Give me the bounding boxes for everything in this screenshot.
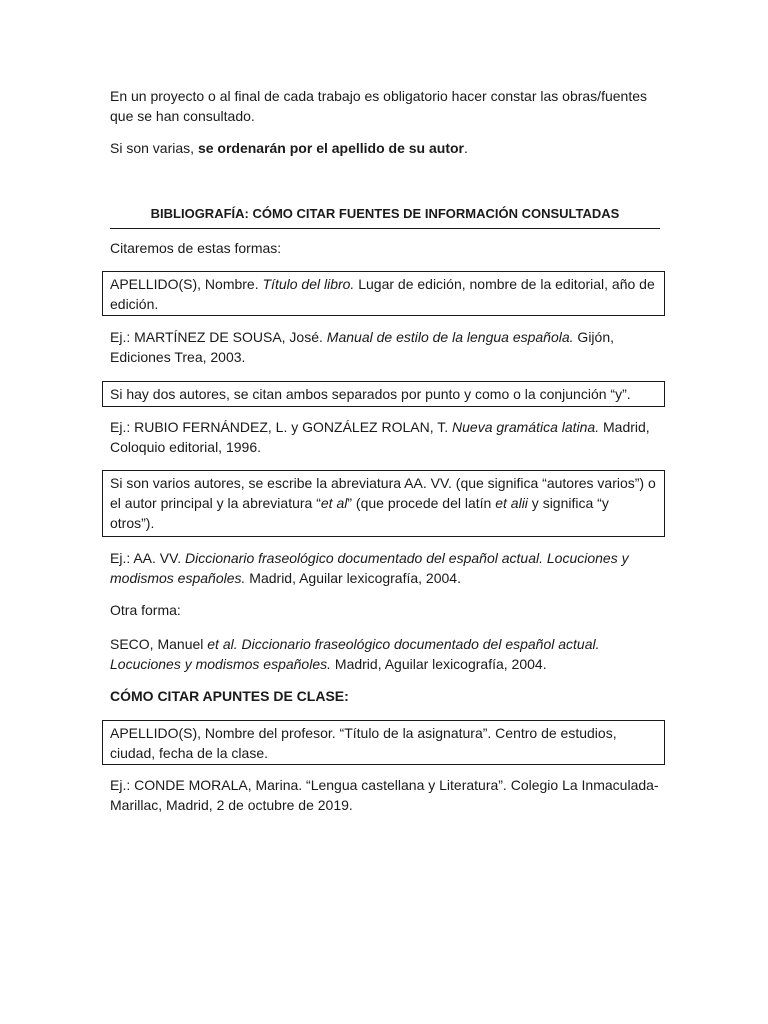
many-authors-et-al: et al: [320, 495, 348, 511]
example3-title: Diccionario fraseológico documentado del español actual. Locuciones y modismos españoles.: [110, 550, 629, 586]
many-authors-post: y significa “y otros”).: [110, 495, 609, 531]
many-authors-rule-box: [102, 470, 665, 537]
example1-post: Gijón, Ediciones Trea, 2003.: [110, 329, 615, 365]
two-authors-rule-box: Si hay dos autores, se citan ambos separados por punto y como o la conjunción “y”.: [102, 381, 665, 407]
intro-paragraph: En un proyecto o al final de cada trabajo es obligatorio hacer constar las obras/fuentes que se han consultado.: [110, 88, 647, 124]
example4-pre: SECO, Manuel: [110, 636, 208, 652]
example-many-authors: [110, 548, 666, 588]
example-class-notes: Ej.: CONDE MORALA, Marina. “Lengua castellana y Literatura”. Colegio La Inmaculada-Marillac, Madrid, 2 de octubre de 2019.: [110, 777, 659, 813]
many-authors-pre: Si son varios autores, se escribe la abreviatura AA. VV. (que significa “autores varios”) o el autor principal y la abreviatura “: [110, 475, 656, 511]
example4-post: Madrid, Aguilar lexicografía, 2004.: [331, 656, 547, 672]
example2-title: Nueva gramática latina.: [452, 419, 600, 435]
example-two-authors: [110, 417, 666, 457]
example1-title: Manual de estilo de la lengua española.: [326, 329, 574, 345]
book-format-title: Título del libro.: [262, 276, 355, 292]
apuntes-title: CÓMO CITAR APUNTES DE CLASE:: [110, 688, 349, 704]
class-notes-format-box: APELLIDO(S), Nombre del profesor. “Título de la asignatura”. Centro de estudios, ciudad, fecha de la clase.: [102, 720, 665, 765]
section-title: BIBLIOGRAFÍA: CÓMO CITAR FUENTES DE INFORMACIÓN CONSULTADAS: [110, 204, 660, 229]
example1-pre: Ej.: MARTÍNEZ DE SOUSA, José.: [110, 329, 327, 345]
book-format-post: Lugar de edición, nombre de la editorial, año de edición.: [110, 276, 655, 312]
book-format-box: [102, 271, 665, 316]
example4-title: et al. Diccionario fraseológico documentado del español actual. Locuciones y modismos españoles.: [110, 636, 600, 672]
intro-order-pre: Si son varias,: [110, 140, 198, 156]
example3-pre: Ej.: AA. VV.: [110, 550, 185, 566]
example2-pre: Ej.: RUBIO FERNÁNDEZ, L. y GONZÁLEZ ROLAN, T.: [110, 419, 453, 435]
many-authors-et-alii: et alii: [495, 495, 528, 511]
example2-post: Madrid, Coloquio editorial, 1996.: [110, 419, 650, 455]
otra-forma-text: Otra forma:: [110, 602, 181, 618]
intro-order-post: .: [464, 140, 468, 156]
intro-order-bold: se ordenarán por el apellido de su autor: [197, 140, 464, 156]
citaremos-text: Citaremos de estas formas:: [110, 240, 282, 256]
many-authors-mid: ” (que procede del latín: [347, 495, 496, 511]
example3-post: Madrid, Aguilar lexicografía, 2004.: [245, 570, 461, 586]
book-format-pre: APELLIDO(S), Nombre.: [110, 276, 263, 292]
example-single-author: [110, 327, 666, 367]
intro-order-paragraph: [110, 138, 666, 158]
example-et-al: [110, 634, 666, 674]
